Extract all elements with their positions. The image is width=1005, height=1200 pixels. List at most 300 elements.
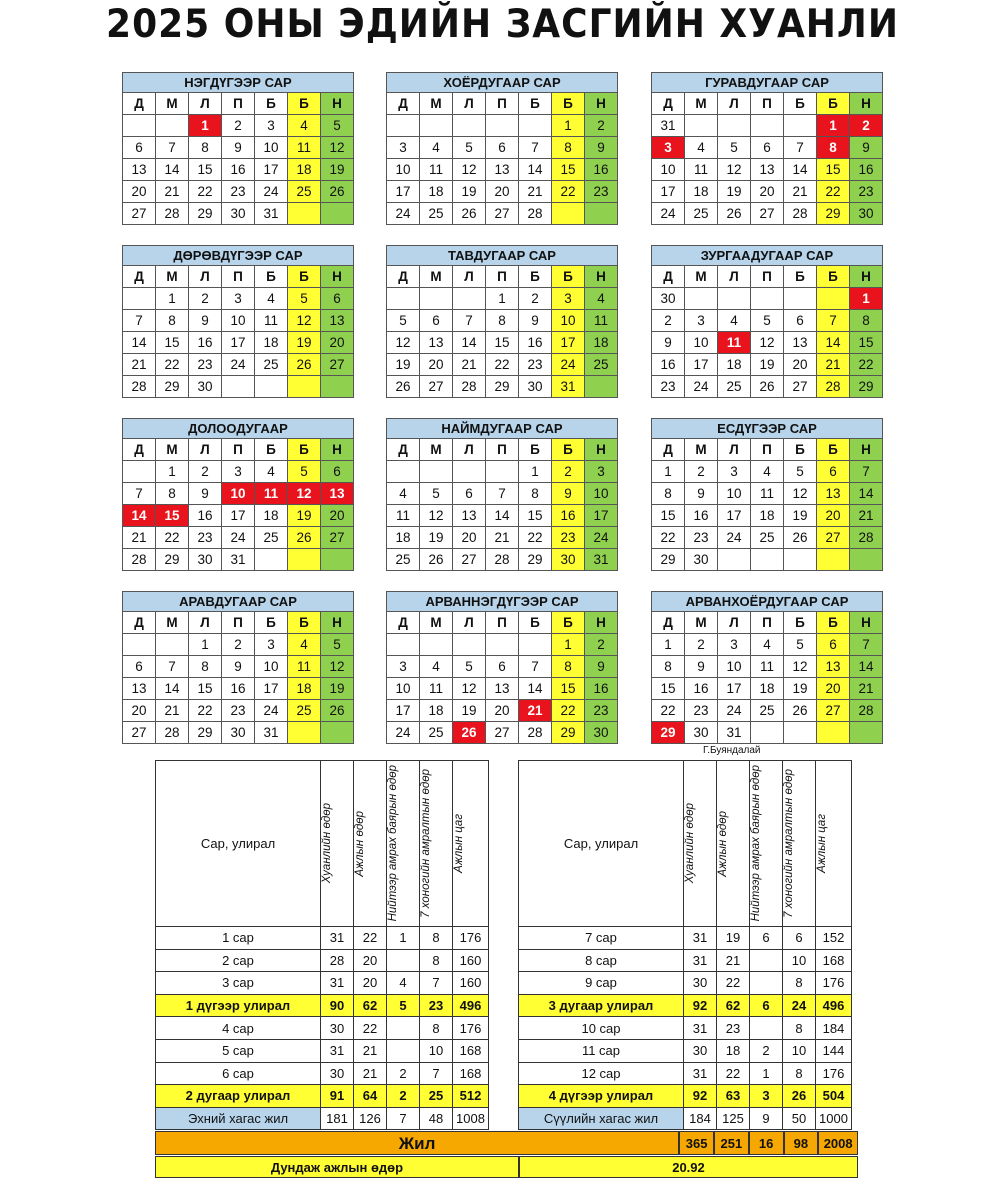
day-cell: 5: [288, 288, 321, 310]
summary-cell: 8: [783, 972, 816, 995]
day-cell: 28: [123, 549, 156, 571]
day-cell: 25: [685, 203, 718, 225]
day-cell: 2: [519, 288, 552, 310]
day-cell: 18: [420, 700, 453, 722]
day-cell: 25: [420, 722, 453, 744]
day-cell: 27: [321, 354, 354, 376]
day-cell: 24: [552, 354, 585, 376]
day-cell: 14: [156, 678, 189, 700]
day-cell: 16: [585, 678, 618, 700]
day-cell: 4: [718, 310, 751, 332]
day-cell: 18: [255, 332, 288, 354]
day-cell: 28: [519, 203, 552, 225]
weekday-header: Б: [552, 439, 585, 461]
day-cell: 1: [552, 115, 585, 137]
day-cell: 30: [222, 722, 255, 744]
day-cell: 30: [189, 549, 222, 571]
year-total-row: [155, 1131, 858, 1155]
day-cell: [123, 288, 156, 310]
day-cell: 30: [519, 376, 552, 398]
summary-cell: 1000: [816, 1107, 852, 1130]
day-cell: [420, 634, 453, 656]
weekday-header: Б: [288, 612, 321, 634]
day-cell: 5: [321, 115, 354, 137]
summary-header-text: Ажлын цаг: [453, 814, 465, 873]
summary-cell: [387, 1039, 420, 1062]
weekday-header: М: [420, 266, 453, 288]
day-cell: [387, 288, 420, 310]
day-cell: 11: [751, 483, 784, 505]
day-cell: 22: [552, 700, 585, 722]
day-cell: 16: [585, 159, 618, 181]
weekday-header: М: [685, 266, 718, 288]
summary-cell: 8: [420, 949, 453, 972]
day-cell: 24: [387, 203, 420, 225]
weekday-header: Н: [850, 266, 883, 288]
summary-row-label: 3 сар: [156, 972, 321, 995]
weekday-header: Б: [519, 612, 552, 634]
summary-cell: 20: [354, 949, 387, 972]
day-cell: 5: [453, 137, 486, 159]
day-cell: 6: [751, 137, 784, 159]
summary-cell: 7: [420, 1062, 453, 1085]
day-cell: 20: [453, 527, 486, 549]
summary-header-text: Нийтээр амрах баярын өдөр: [387, 765, 399, 922]
day-cell: 10: [222, 310, 255, 332]
day-cell: [751, 549, 784, 571]
weekday-header: П: [751, 93, 784, 115]
month-name: НЭГДҮГЭЭР САР: [123, 73, 354, 93]
day-cell: 11: [255, 310, 288, 332]
weekday-header: Б: [255, 439, 288, 461]
day-cell: 15: [552, 678, 585, 700]
weekday-header: Л: [189, 266, 222, 288]
day-cell: 15: [652, 678, 685, 700]
day-cell: 20: [817, 505, 850, 527]
day-cell: 6: [420, 310, 453, 332]
weekday-header: Б: [519, 439, 552, 461]
day-cell: 21: [850, 678, 883, 700]
summary-header: Сар, улирал: [519, 761, 684, 927]
month-name: ХОЁРДУГААР САР: [387, 73, 618, 93]
day-cell: 8: [552, 137, 585, 159]
day-cell: 15: [850, 332, 883, 354]
weekday-header: Н: [850, 93, 883, 115]
day-cell: 9: [189, 310, 222, 332]
summary-cell: 62: [717, 994, 750, 1017]
weekday-header: Б: [817, 612, 850, 634]
day-cell: 1: [156, 288, 189, 310]
summary-row-label: 7 сар: [519, 927, 684, 950]
day-cell: 4: [420, 137, 453, 159]
day-cell: 7: [817, 310, 850, 332]
day-cell: 10: [387, 678, 420, 700]
month-name: ЕСДҮГЭЭР САР: [652, 419, 883, 439]
weekday-header: М: [685, 439, 718, 461]
summary-cell: 7: [387, 1107, 420, 1130]
day-cell: 3: [255, 115, 288, 137]
day-cell: [552, 203, 585, 225]
summary-cell: 23: [420, 994, 453, 1017]
summary-header: [453, 761, 489, 927]
weekday-header: П: [751, 266, 784, 288]
summary-cell: 144: [816, 1039, 852, 1062]
day-cell: 22: [156, 354, 189, 376]
weekday-header: Б: [519, 266, 552, 288]
weekday-header: Л: [718, 612, 751, 634]
summary-cell: 160: [453, 972, 489, 995]
summary-cell: 176: [453, 927, 489, 950]
day-cell: 6: [817, 461, 850, 483]
average-label: Дундаж ажлын өдөр: [155, 1156, 519, 1178]
summary-row-label: 4 дүгээр улирал: [519, 1085, 684, 1108]
day-cell: 19: [453, 700, 486, 722]
year-working-days: 251: [714, 1131, 749, 1155]
day-cell: 1: [850, 288, 883, 310]
day-cell: 2: [222, 634, 255, 656]
day-cell: 10: [387, 159, 420, 181]
day-cell: [255, 376, 288, 398]
weekday-header: Л: [453, 612, 486, 634]
day-cell: 24: [255, 700, 288, 722]
weekday-header: Б: [552, 612, 585, 634]
weekday-header: Н: [321, 612, 354, 634]
day-cell: 13: [751, 159, 784, 181]
day-cell: 27: [321, 527, 354, 549]
day-cell: 26: [387, 376, 420, 398]
day-cell: 19: [453, 181, 486, 203]
weekday-header: Д: [387, 612, 420, 634]
day-cell: 29: [817, 203, 850, 225]
summary-header: [321, 761, 354, 927]
weekday-header: Д: [387, 93, 420, 115]
month-calendar: [122, 591, 354, 744]
day-cell: 16: [552, 505, 585, 527]
weekday-header: Б: [288, 266, 321, 288]
day-cell: 18: [420, 181, 453, 203]
summary-cell: 91: [321, 1085, 354, 1108]
day-cell: 4: [288, 115, 321, 137]
day-cell: 11: [288, 137, 321, 159]
weekday-header: П: [222, 93, 255, 115]
day-cell: 27: [817, 527, 850, 549]
day-cell: 1: [189, 115, 222, 137]
day-cell: 21: [519, 700, 552, 722]
day-cell: [585, 376, 618, 398]
summary-cell: 9: [750, 1107, 783, 1130]
day-cell: [718, 115, 751, 137]
day-cell: 6: [486, 656, 519, 678]
day-cell: 20: [123, 181, 156, 203]
summary-header: [816, 761, 852, 927]
summary-cell: 22: [717, 972, 750, 995]
day-cell: 6: [453, 483, 486, 505]
day-cell: 2: [585, 115, 618, 137]
summary-row-label: 12 сар: [519, 1062, 684, 1085]
summary-header-text: Ажлын өдөр: [717, 810, 729, 877]
day-cell: 10: [552, 310, 585, 332]
day-cell: 17: [718, 505, 751, 527]
day-cell: 23: [189, 354, 222, 376]
day-cell: 20: [784, 354, 817, 376]
summary-cell: 92: [684, 994, 717, 1017]
summary-cell: 48: [420, 1107, 453, 1130]
weekday-header: Д: [123, 93, 156, 115]
day-cell: 2: [685, 634, 718, 656]
day-cell: 7: [850, 461, 883, 483]
weekday-header: Б: [255, 266, 288, 288]
summary-cell: 6: [783, 927, 816, 950]
day-cell: 7: [784, 137, 817, 159]
day-cell: 24: [685, 376, 718, 398]
summary-cell: 126: [354, 1107, 387, 1130]
day-cell: 10: [255, 656, 288, 678]
day-cell: [321, 203, 354, 225]
day-cell: [156, 634, 189, 656]
day-cell: 3: [585, 461, 618, 483]
weekday-header: Н: [321, 439, 354, 461]
weekday-header: П: [486, 266, 519, 288]
summary-cell: [750, 1017, 783, 1040]
summary-cell: 184: [816, 1017, 852, 1040]
summary-row-label: 1 дүгээр улирал: [156, 994, 321, 1017]
summary-header: Сар, улирал: [156, 761, 321, 927]
day-cell: [784, 288, 817, 310]
day-cell: 22: [156, 527, 189, 549]
day-cell: 4: [255, 461, 288, 483]
day-cell: 6: [817, 634, 850, 656]
summary-cell: 3: [750, 1085, 783, 1108]
day-cell: 10: [585, 483, 618, 505]
day-cell: 28: [123, 376, 156, 398]
day-cell: 28: [850, 527, 883, 549]
day-cell: 19: [288, 505, 321, 527]
month-calendar: [651, 245, 883, 398]
day-cell: 7: [123, 310, 156, 332]
weekday-header: Б: [784, 439, 817, 461]
day-cell: 11: [420, 678, 453, 700]
day-cell: 12: [453, 159, 486, 181]
day-cell: 15: [486, 332, 519, 354]
day-cell: 5: [387, 310, 420, 332]
summary-cell: 92: [684, 1085, 717, 1108]
weekday-header: Н: [321, 266, 354, 288]
summary-cell: 8: [783, 1017, 816, 1040]
day-cell: [321, 549, 354, 571]
day-cell: 12: [453, 678, 486, 700]
day-cell: 27: [453, 549, 486, 571]
day-cell: 25: [420, 203, 453, 225]
day-cell: 19: [420, 527, 453, 549]
summary-cell: 90: [321, 994, 354, 1017]
month-calendar: [122, 418, 354, 571]
day-cell: 3: [718, 634, 751, 656]
day-cell: 14: [123, 505, 156, 527]
summary-cell: 62: [354, 994, 387, 1017]
day-cell: 13: [817, 656, 850, 678]
day-cell: 31: [718, 722, 751, 744]
day-cell: 21: [817, 354, 850, 376]
summary-header-text: Нийтээр амрах баярын өдөр: [750, 765, 762, 922]
day-cell: [420, 115, 453, 137]
day-cell: [751, 288, 784, 310]
day-cell: 25: [387, 549, 420, 571]
day-cell: 29: [652, 722, 685, 744]
day-cell: 26: [321, 700, 354, 722]
day-cell: 24: [718, 527, 751, 549]
day-cell: 21: [123, 354, 156, 376]
day-cell: 15: [519, 505, 552, 527]
day-cell: 21: [453, 354, 486, 376]
weekday-header: П: [486, 93, 519, 115]
day-cell: 24: [255, 181, 288, 203]
day-cell: 26: [784, 527, 817, 549]
day-cell: [486, 461, 519, 483]
day-cell: 9: [585, 656, 618, 678]
summary-row-label: 1 сар: [156, 927, 321, 950]
day-cell: 20: [486, 700, 519, 722]
summary-cell: 512: [453, 1085, 489, 1108]
day-cell: 26: [751, 376, 784, 398]
day-cell: 4: [751, 634, 784, 656]
weekday-header: Л: [718, 266, 751, 288]
summary-cell: 22: [717, 1062, 750, 1085]
day-cell: 17: [652, 181, 685, 203]
month-calendar: [386, 72, 618, 225]
day-cell: 23: [850, 181, 883, 203]
day-cell: 21: [519, 181, 552, 203]
month-name: АРАВДУГААР САР: [123, 592, 354, 612]
day-cell: [321, 722, 354, 744]
day-cell: 1: [817, 115, 850, 137]
day-cell: 4: [420, 656, 453, 678]
summary-header: [783, 761, 816, 927]
summary-header: [750, 761, 783, 927]
summary-header-text: 7 хоногийн амралтын өдөр: [783, 769, 795, 918]
day-cell: 4: [585, 288, 618, 310]
weekday-header: М: [156, 612, 189, 634]
day-cell: 28: [453, 376, 486, 398]
summary-cell: 19: [717, 927, 750, 950]
weekday-header: Д: [652, 612, 685, 634]
day-cell: 29: [156, 376, 189, 398]
day-cell: 7: [519, 656, 552, 678]
month-name: ДОЛООДУГААР: [123, 419, 354, 439]
day-cell: 22: [652, 700, 685, 722]
day-cell: [321, 376, 354, 398]
day-cell: 20: [486, 181, 519, 203]
day-cell: [123, 115, 156, 137]
day-cell: 17: [552, 332, 585, 354]
day-cell: 1: [552, 634, 585, 656]
summary-cell: 25: [420, 1085, 453, 1108]
day-cell: [288, 376, 321, 398]
day-cell: 10: [685, 332, 718, 354]
day-cell: 7: [486, 483, 519, 505]
summary-cell: 152: [816, 927, 852, 950]
day-cell: 2: [189, 288, 222, 310]
day-cell: 25: [255, 354, 288, 376]
summary-cell: 8: [420, 1017, 453, 1040]
month-name: ЗУРГААДУГААР САР: [652, 246, 883, 266]
month-calendar: [122, 72, 354, 225]
summary-cell: 30: [684, 1039, 717, 1062]
summary-row-label: 8 сар: [519, 949, 684, 972]
day-cell: [123, 634, 156, 656]
day-cell: 27: [420, 376, 453, 398]
day-cell: 23: [652, 376, 685, 398]
day-cell: [519, 634, 552, 656]
day-cell: 22: [189, 700, 222, 722]
weekday-header: П: [222, 439, 255, 461]
day-cell: 26: [453, 203, 486, 225]
day-cell: 16: [850, 159, 883, 181]
day-cell: 26: [420, 549, 453, 571]
summary-cell: 2: [387, 1062, 420, 1085]
summary-cell: 24: [783, 994, 816, 1017]
weekday-header: П: [222, 266, 255, 288]
day-cell: [486, 634, 519, 656]
weekday-header: М: [685, 612, 718, 634]
summary-cell: 31: [684, 1062, 717, 1085]
day-cell: 26: [321, 181, 354, 203]
day-cell: 28: [486, 549, 519, 571]
day-cell: 21: [850, 505, 883, 527]
month-calendar: [651, 418, 883, 571]
day-cell: 1: [189, 634, 222, 656]
day-cell: [222, 376, 255, 398]
day-cell: [486, 115, 519, 137]
day-cell: 4: [685, 137, 718, 159]
day-cell: 12: [784, 483, 817, 505]
weekday-header: М: [420, 439, 453, 461]
day-cell: 29: [189, 203, 222, 225]
weekday-header: Л: [718, 439, 751, 461]
day-cell: 10: [652, 159, 685, 181]
day-cell: 8: [652, 656, 685, 678]
day-cell: [685, 115, 718, 137]
day-cell: 15: [156, 505, 189, 527]
year-weekend-days: 98: [784, 1131, 819, 1155]
summary-row-label: 11 сар: [519, 1039, 684, 1062]
day-cell: 7: [156, 656, 189, 678]
weekday-header: Б: [519, 93, 552, 115]
day-cell: 9: [519, 310, 552, 332]
day-cell: 21: [123, 527, 156, 549]
summary-row-label: 4 сар: [156, 1017, 321, 1040]
summary-row-label: 9 сар: [519, 972, 684, 995]
day-cell: 21: [486, 527, 519, 549]
weekday-header: Б: [552, 266, 585, 288]
day-cell: 27: [751, 203, 784, 225]
day-cell: 6: [784, 310, 817, 332]
day-cell: 3: [387, 656, 420, 678]
day-cell: [288, 203, 321, 225]
weekday-header: М: [420, 93, 453, 115]
summary-cell: 125: [717, 1107, 750, 1130]
summary-cell: 21: [717, 949, 750, 972]
summary-cell: 31: [684, 949, 717, 972]
day-cell: 8: [189, 137, 222, 159]
summary-cell: 176: [816, 972, 852, 995]
day-cell: 19: [288, 332, 321, 354]
day-cell: 28: [784, 203, 817, 225]
year-holidays: 16: [749, 1131, 784, 1155]
month-calendar: [122, 245, 354, 398]
day-cell: 14: [784, 159, 817, 181]
day-cell: [453, 634, 486, 656]
day-cell: 5: [420, 483, 453, 505]
